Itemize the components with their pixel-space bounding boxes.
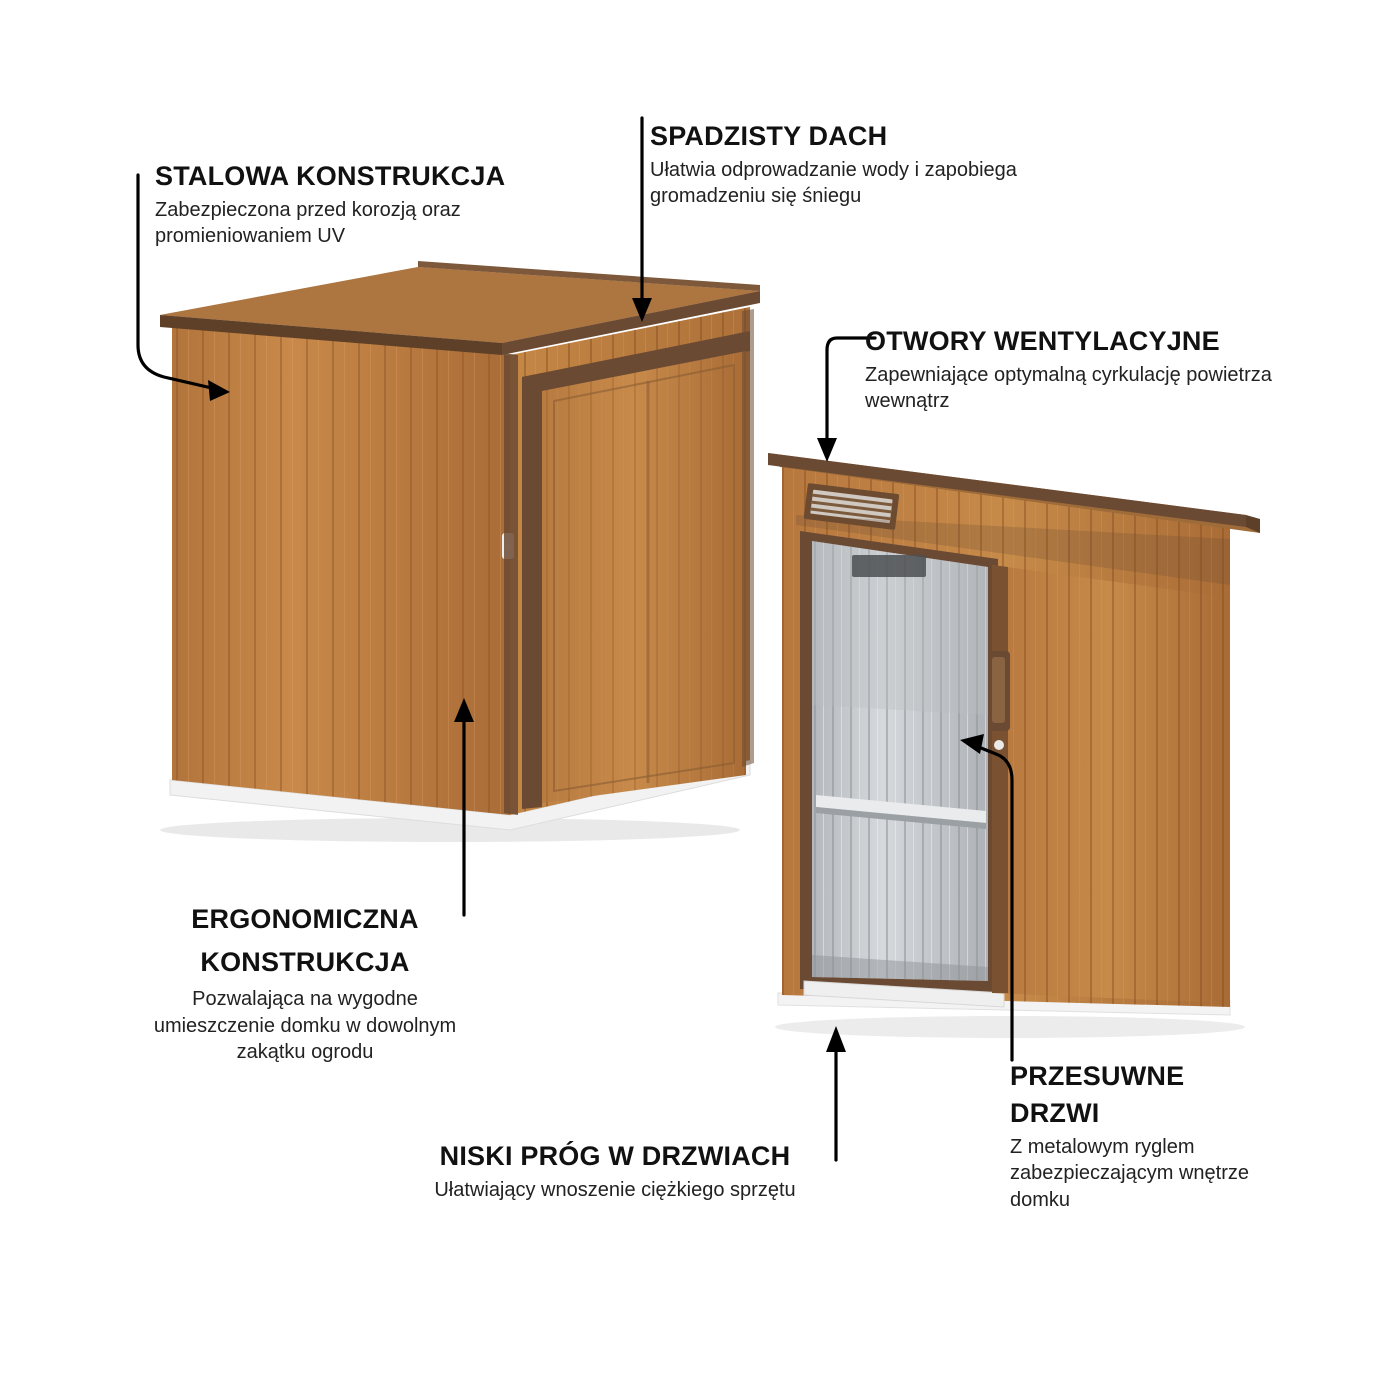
left-shed-image [150,255,760,855]
callout-threshold-title: NISKI PRÓG W DRZWIACH [439,1141,791,1171]
callout-ergonomic-title-line2: KONSTRUKCJA [200,947,410,978]
callout-ergonomic-title-line1: ERGONOMICZNA [191,904,419,934]
open-shed-illustration [760,415,1260,1055]
callout-vents-desc: Zapewniające optymalną cyrkulację powietrza wewnątrz [865,363,1272,413]
callout-ergonomic [140,900,470,1065]
door-left-shed [502,327,760,815]
callout-ergonomic-desc: Pozwalająca na wygodne umieszczenie domku w dowolnym zakątku ogrodu [153,988,457,1064]
callout-threshold-desc: Ułatwiający wnoszenie ciężkiego sprzętu [434,1178,796,1201]
callout-steel-desc: Zabezpieczona przed korozją oraz promieniowaniem UV [155,198,461,248]
callout-roof [650,120,1050,210]
sliding-door-panel [988,565,1226,1003]
callout-roof-title: SPADZISTY DACH [650,121,888,151]
callout-sliding-door-title-line1: PRZESUWNE [1010,1061,1185,1091]
callout-steel-construction [155,160,585,250]
callout-vents [865,325,1305,415]
callout-steel-title: STALOWA KONSTRUKCJA [155,161,506,191]
callout-roof-desc: Ułatwia odprowadzanie wody i zapobiega gromadzeniu się śniegu [650,158,1017,208]
closed-shed-illustration [150,255,760,855]
callout-threshold [400,1140,830,1203]
right-shed-image [760,415,1260,1055]
callout-sliding-door-desc: Z metalowym ryglem zabezpieczającym wnętrze domku [1010,1135,1249,1211]
callout-sliding-door-title-line2: DRZWI [1010,1097,1100,1128]
callout-sliding-door [1010,1060,1300,1213]
callout-vents-title: OTWORY WENTYLACYJNE [865,326,1220,356]
